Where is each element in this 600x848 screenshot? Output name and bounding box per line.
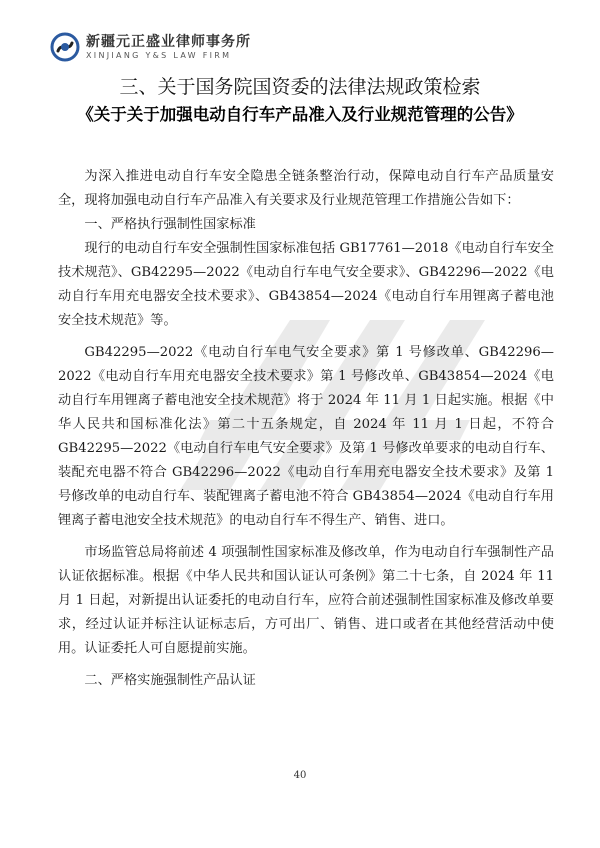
paragraph-certification-basis: 市场监管总局将前述 4 项强制性国家标准及修改单，作为电动自行车强制性产品认证依据标准。根据《中华人民共和国认证认可条例》第二十七条，自 2024 年 11 月 1 日起，对新提出认证委托的电动自行车，应符合前述强制性国家标准及修改单要求，经过认证并标注认证标志后，方可出厂、销售、进口或者在其他经营活动中使用。认证委托人可自愿提前实施。: [58, 545, 554, 656]
firm-logo-icon: [50, 32, 80, 62]
document-body: [58, 165, 554, 693]
firm-name-en: XINJIANG Y&S LAW FIRM: [86, 50, 232, 60]
firm-header: [50, 30, 251, 64]
paragraph-amendments: GB42295—2022《电动自行车电气安全要求》第 1 号修改单、GB42296—2022《电动自行车用充电器安全技术要求》第 1 号修改单、GB43854—2024《电动自行车用锂离子蓄电池安全技术规范》将于 2024 年 11 月 1 日起实施。根据《中华人民共和国标准化法》第二十五条规定，自 2024 年 11 月 1 日起，不符合 GB42295—2022《电动自行车电气安全要求》及第 1 号修改单要求的电动自行车、装配充电器不符合 GB42296—2022《电动自行车用充电器安全技术要求》及第 1 号修改单的电动自行车、装配锂离子蓄电池不符合 GB43854—2024《电动自行车用锂离子蓄电池安全技术规范》的电动自行车不得生产、销售、进口。: [58, 345, 554, 528]
page-number: 40: [293, 770, 307, 781]
paragraph-intro: 为深入推进电动自行车安全隐患全链条整治行动，保障电动自行车产品质量安全，现将加强电动自行车产品准入有关要求及行业规范管理工作措施公告如下：: [58, 169, 554, 208]
paragraph-standards-list: 现行的电动自行车安全强制性国家标准包括 GB17761—2018《电动自行车安全技术规范》、GB42295—2022《电动自行车电气安全要求》、GB42296—2022《电动自行车用充电器安全技术要求》、GB43854—2024《电动自行车用锂离子蓄电池安全技术规范》等。: [58, 241, 554, 328]
section-title: 三、关于国务院国资委的法律法规政策检索: [119, 76, 481, 98]
heading-standards: 一、严格执行强制性国家标准: [84, 217, 256, 232]
firm-name-cn: 新疆元正盛业律师事务所: [86, 33, 251, 50]
document-title: 《关于关于加强电动自行车产品准入及行业规范管理的公告》: [77, 105, 523, 124]
heading-certification: 二、严格实施强制性产品认证: [84, 673, 256, 688]
firm-name: [86, 34, 251, 61]
